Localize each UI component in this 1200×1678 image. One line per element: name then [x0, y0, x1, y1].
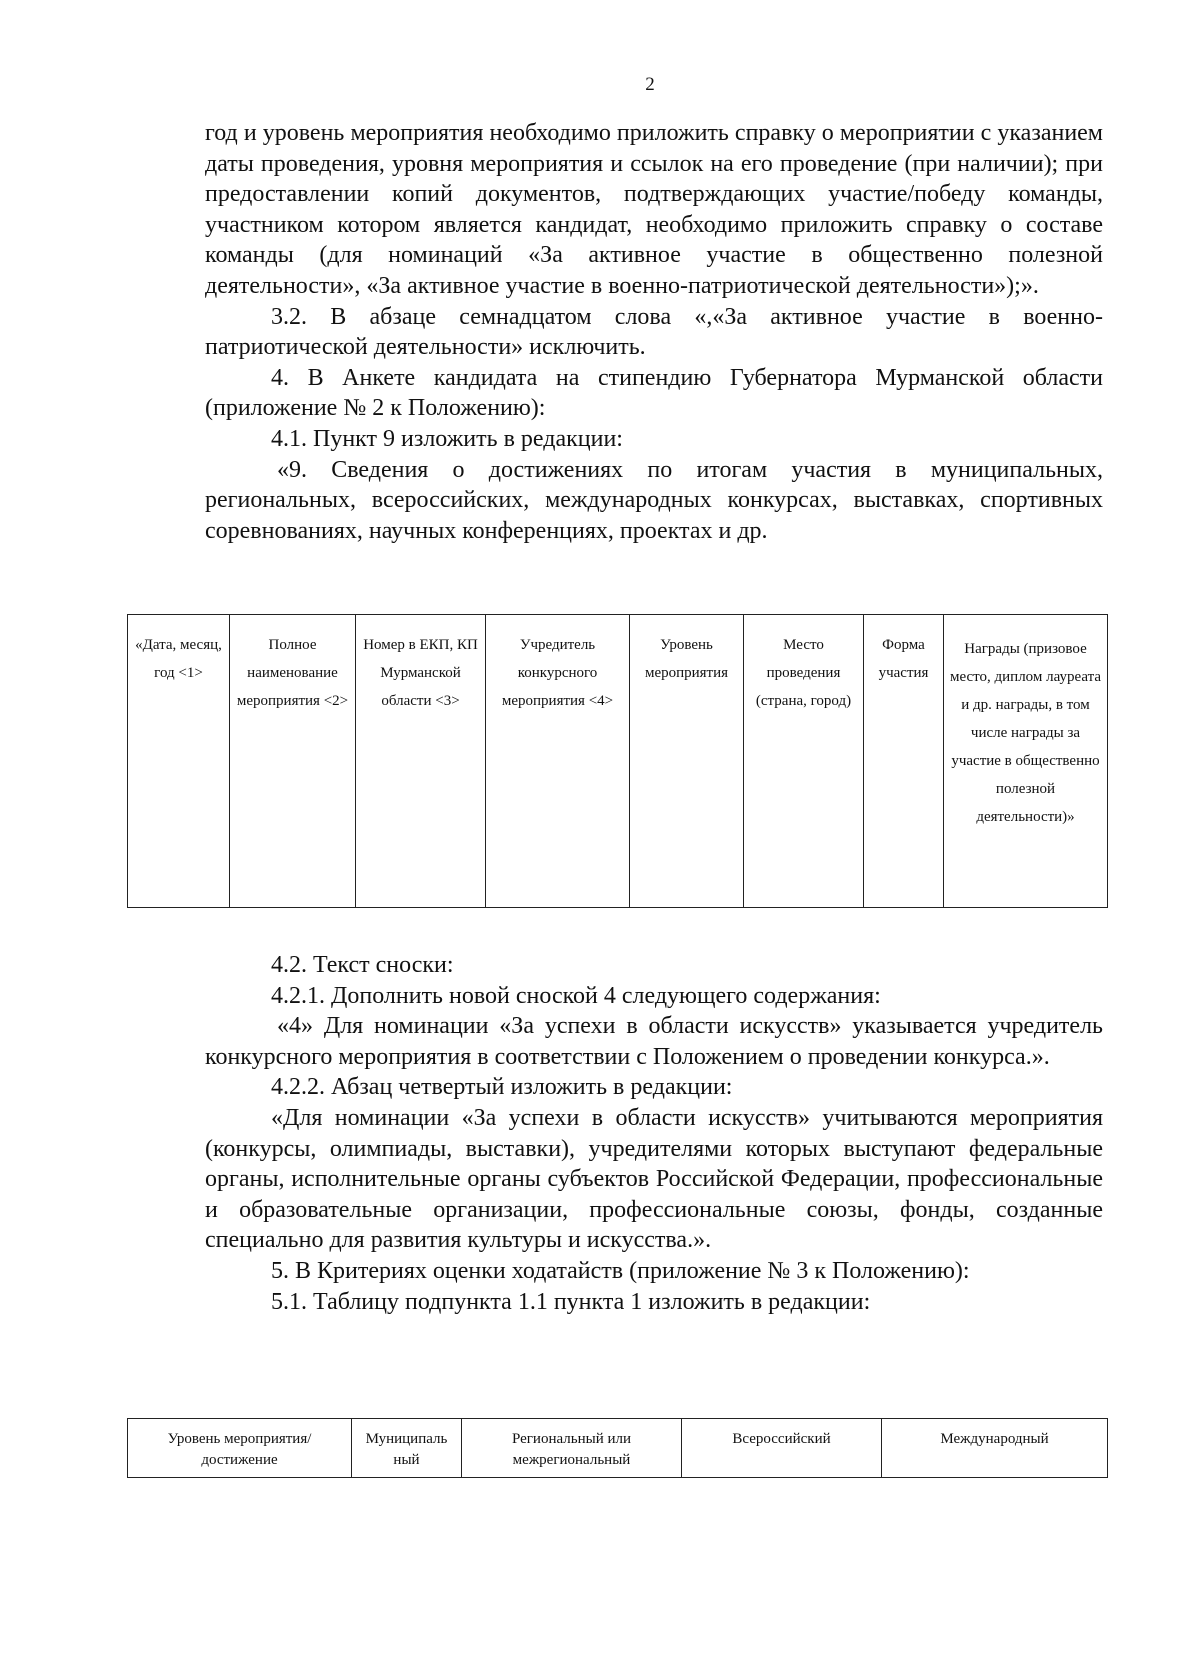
column-header-location: Место проведения (страна, город): [744, 615, 864, 908]
paragraph: 5.1. Таблицу подпункта 1.1 пункта 1 изложить в редакции:: [271, 1288, 871, 1315]
column-header-founder: Учредитель конкурсного мероприятия <4>: [486, 615, 630, 908]
paragraph: 4.2.1. Дополнить новой сноской 4 следующего содержания:: [271, 982, 881, 1009]
column-header-national: Всероссийский: [682, 1419, 882, 1478]
criteria-table: [127, 1418, 1108, 1478]
column-header-level: Уровень мероприятия: [630, 615, 744, 908]
paragraph: 4.1. Пункт 9 изложить в редакции:: [271, 425, 623, 452]
column-header-international: Международный: [882, 1419, 1108, 1478]
achievements-table: [127, 614, 1108, 908]
column-header-date: «Дата, месяц, год <1>: [128, 615, 230, 908]
paragraph: 4. В Анкете кандидата на стипендию Губернатора Мурманской области (приложение № 2 к Положению):: [205, 364, 1103, 422]
column-header-regional: Региональный или межрегиональный: [462, 1419, 682, 1478]
table-header-row: [128, 1419, 1108, 1478]
paragraph: 5. В Критериях оценки ходатайств (приложение № 3 к Положению):: [271, 1257, 970, 1284]
paragraph: 4.2.2. Абзац четвертый изложить в редакции:: [271, 1074, 733, 1101]
paragraph: год и уровень мероприятия необходимо приложить справку о мероприятии с указанием даты проведения, уровня мероприятия и ссылок на его проведение (при наличии); при предоставлении копий документов, подтверждающих участие/победу команды, участником котором является кандидат, необходимо приложить справку о составе команды (для номинаций «За активное участие в общественно полезной деятельности», «За активное участие в военно-патриотической деятельности»);».: [205, 120, 1103, 299]
paragraph: «4» Для номинации «За успехи в области искусств» указывается учредитель конкурсного мероприятия в соответствии с Положением о проведении конкурса.».: [205, 1013, 1103, 1070]
paragraphs-bottom: [205, 950, 1103, 1317]
column-header-ekp-number: Номер в ЕКП, КП Мурманской области <3>: [356, 615, 486, 908]
column-header-participation-form: Форма участия: [864, 615, 944, 908]
table-header-row: [128, 615, 1108, 908]
paragraph: 3.2. В абзаце семнадцатом слова «,«За активное участие в военно-патриотической деятельности» исключить.: [205, 303, 1103, 361]
column-header-event-level: Уровень мероприятия/достижение: [128, 1419, 352, 1478]
paragraph: «9. Сведения о достижениях по итогам участия в муниципальных, региональных, всероссийских, международных конкурсах, выставках, спортивных соревнованиях, научных конференциях, проектах и др.: [205, 456, 1103, 544]
paragraph: «Для номинации «За успехи в области искусств» учитываются мероприятия (конкурсы, олимпиады, выставки), учредителями которых выступают федеральные органы, исполнительные органы субъектов Российской Федерации, профессиональные и образовательные организации, профессиональные союзы, фонды, созданные специально для развития культуры и искусства.».: [205, 1104, 1103, 1254]
paragraph: 4.2. Текст сноски:: [271, 952, 454, 978]
column-header-municipal: Муниципаль ный: [352, 1419, 462, 1478]
document-body-continued: [205, 950, 1103, 1317]
paragraphs-top: [205, 118, 1103, 546]
column-header-event-name: Полное наименование мероприятия <2>: [230, 615, 356, 908]
column-header-awards: Награды (призовое место, диплом лауреата и др. награды, в том числе награды за участие в общественно полезной деятельности)»: [944, 615, 1108, 908]
page-number: 2: [645, 74, 655, 95]
document-body: [205, 118, 1103, 546]
